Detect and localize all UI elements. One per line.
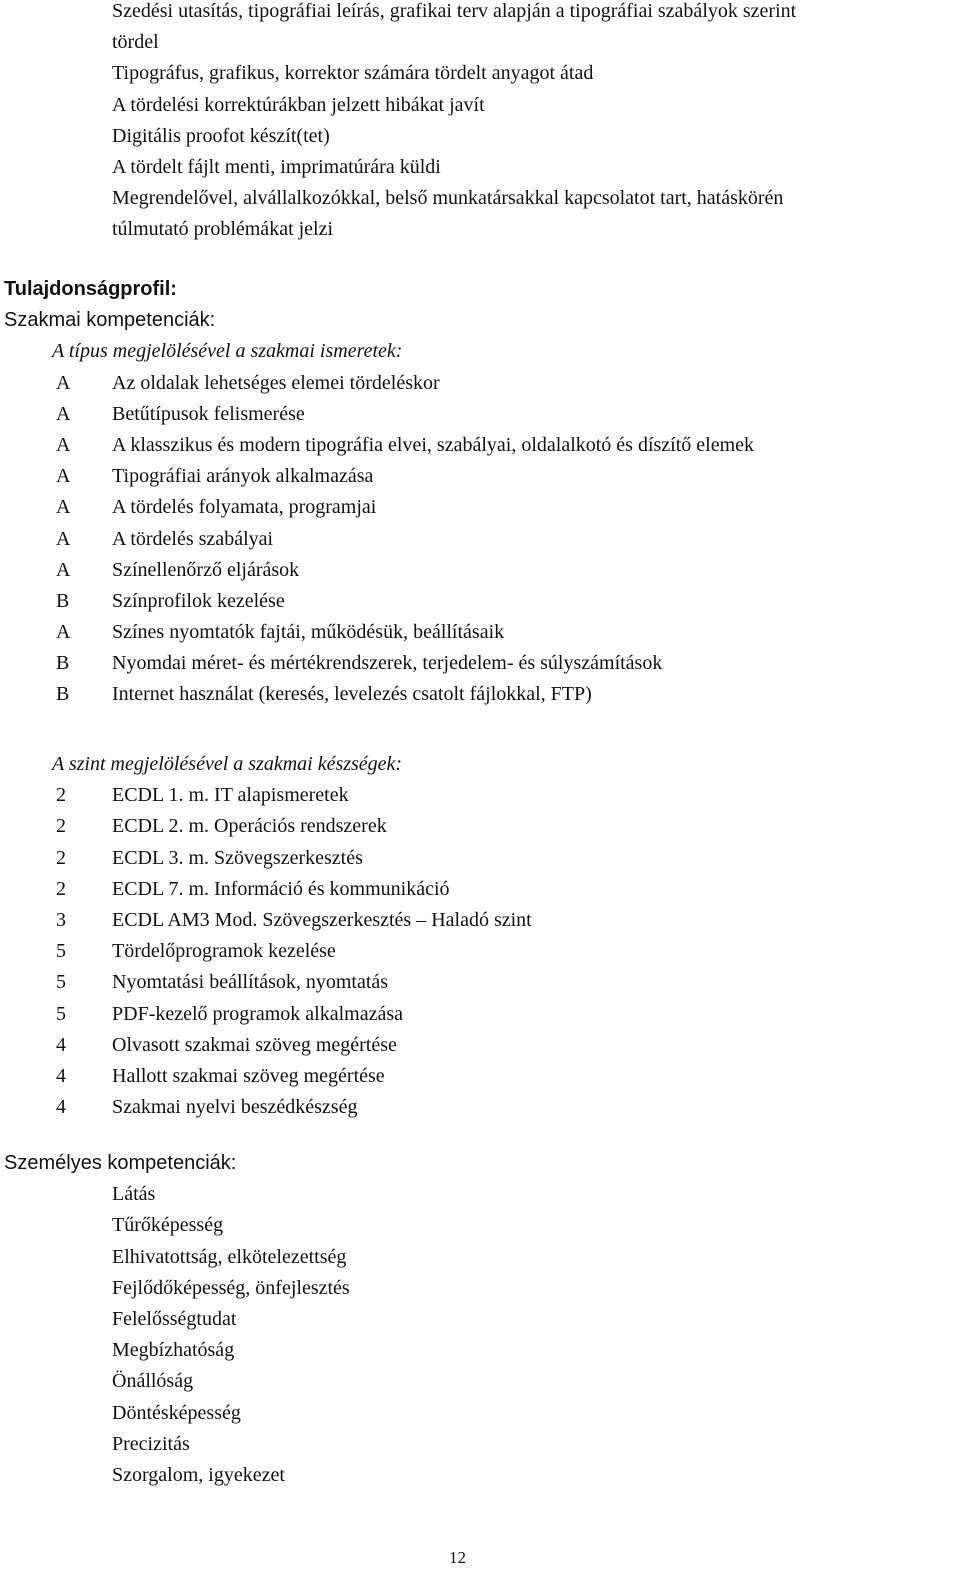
knowledge-text: Színellenőrző eljárások [112,558,300,581]
knowledge-item [0,586,960,617]
level-code: 5 [56,1002,66,1025]
knowledge-text: Tipográfiai arányok alkalmazása [112,465,374,488]
knowledge-text: Színes nyomtatók fajtái, működésük, beállításaik [112,621,505,644]
level-code: 4 [56,1033,66,1056]
knowledge-text: A klasszikus és modern tipográfia elvei, szabályai, oldalalkotó és díszítő elemek [112,433,755,456]
skill-text: PDF-kezelő programok alkalmazása [112,1002,404,1025]
personal-item: Precizitás [112,1432,190,1455]
knowledge-item [0,492,960,523]
skills-section [0,749,960,1123]
level-code: 2 [56,784,66,807]
skill-text: ECDL AM3 Mod. Szövegszerkesztés – Haladó szint [112,908,532,931]
knowledge-text: Internet használat (keresés, levelezés csatolt fájlokkal, FTP) [112,683,592,706]
task-line: Megrendelővel, alvállalkozókkal, belső munkatársakkal kapcsolatot tart, hatáskörén [112,187,784,210]
type-code: A [56,496,71,519]
level-code: 5 [56,971,66,994]
level-code: 5 [56,940,66,963]
skill-item [0,999,960,1030]
skill-text: ECDL 3. m. Szövegszerkesztés [112,846,363,869]
profile-section [0,274,960,711]
knowledge-text: A tördelés folyamata, programjai [112,496,377,519]
skill-item [0,780,960,811]
level-code: 4 [56,1064,66,1087]
skill-item [0,936,960,967]
skill-item [0,1061,960,1092]
knowledge-item [0,617,960,648]
knowledge-item [0,679,960,710]
knowledge-text: Az oldalak lehetséges elemei tördeléskor [112,371,440,394]
knowledge-item [0,524,960,555]
personal-section [0,1148,960,1491]
type-code: A [56,465,71,488]
knowledge-list [0,368,960,711]
skill-item [0,811,960,842]
personal-item: Megbízhatóság [112,1339,235,1362]
knowledge-item [0,430,960,461]
skill-text: Tördelőprogramok kezelése [112,940,336,963]
personal-item: Önállóság [112,1370,194,1393]
skill-item [0,1030,960,1061]
level-code: 2 [56,877,66,900]
task-line: Tipográfus, grafikus, korrektor számára tördelt anyagot átad [112,62,594,85]
level-code: 4 [56,1096,66,1119]
knowledge-item [0,461,960,492]
task-line: A tördelt fájlt menti, imprimatúrára küldi [112,155,441,178]
task-list [0,0,960,246]
skill-text: Szakmai nyelvi beszédkészség [112,1096,358,1119]
profile-title: Tulajdonságprofil: [4,278,177,300]
task-line: túlmutató problémákat jelzi [112,218,334,241]
personal-item: Elhivatottság, elkötelezettség [112,1245,347,1268]
skill-text: ECDL 2. m. Operációs rendszerek [112,815,387,838]
type-code: A [56,371,71,394]
knowledge-text: Nyomdai méret- és mértékrendszerek, terjedelem- és súlyszámítások [112,652,663,675]
personal-item: Látás [112,1183,156,1206]
personal-item: Tűrőképesség [112,1214,224,1237]
knowledge-item [0,368,960,399]
knowledge-item [0,555,960,586]
type-code: B [56,652,70,675]
knowledge-text: Betűtípusok felismerése [112,402,305,425]
type-code: A [56,527,71,550]
skill-text: ECDL 7. m. Információ és kommunikáció [112,877,450,900]
type-code: B [56,589,70,612]
skill-text: Hallott szakmai szöveg megértése [112,1064,385,1087]
task-line: Digitális proofot készít(tet) [112,124,330,147]
level-code: 2 [56,815,66,838]
personal-item: Fejlődőképesség, önfejlesztés [112,1276,350,1299]
knowledge-item [0,648,960,679]
skill-item [0,905,960,936]
skills-title: A szint megjelölésével a szakmai készségek: [52,753,403,775]
skill-text: ECDL 1. m. IT alapismeretek [112,784,349,807]
type-code: A [56,402,71,425]
personal-item: Döntésképesség [112,1401,241,1424]
type-code: B [56,683,70,706]
type-code: A [56,621,71,644]
personal-item: Szorgalom, igyekezet [112,1463,285,1486]
skill-item [0,843,960,874]
knowledge-title: A típus megjelölésével a szakmai ismeretek: [52,340,403,363]
task-line: tördel [112,31,159,54]
personal-competencies-title: Személyes kompetenciák: [4,1152,237,1174]
personal-list [0,1179,960,1491]
level-code: 3 [56,908,66,931]
knowledge-item [0,399,960,430]
task-line: A tördelési korrektúrákban jelzett hibákat javít [112,93,485,116]
page-number: 12 [449,1548,466,1567]
personal-item: Felelősségtudat [112,1307,237,1330]
level-code: 2 [56,846,66,869]
type-code: A [56,558,71,581]
skill-item [0,874,960,905]
type-code: A [56,433,71,456]
knowledge-text: Színprofilok kezelése [112,589,285,612]
knowledge-text: A tördelés szabályai [112,527,274,550]
skill-text: Nyomtatási beállítások, nyomtatás [112,971,389,994]
task-line: Szedési utasítás, tipográfiai leírás, grafikai terv alapján a tipográfiai szabályok szerint [112,0,797,22]
professional-competencies-title: Szakmai kompetenciák: [4,309,216,332]
skill-item [0,1092,960,1123]
skill-item [0,967,960,998]
skill-text: Olvasott szakmai szöveg megértése [112,1033,397,1056]
skills-list [0,780,960,1123]
